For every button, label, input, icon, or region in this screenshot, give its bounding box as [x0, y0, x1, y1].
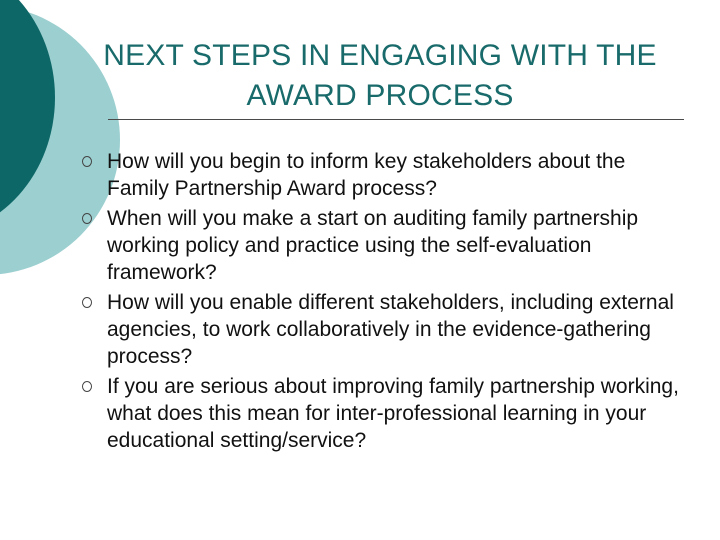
- hollow-circle-bullet-icon: [82, 156, 92, 167]
- slide-title-line-1: NEXT STEPS IN ENGAGING WITH THE: [103, 39, 657, 72]
- hollow-circle-bullet-icon: [82, 213, 92, 224]
- bullet-text: How will you begin to inform key stakeholders about the Family Partnership Award process?: [107, 150, 626, 200]
- title-divider: [108, 119, 684, 120]
- slide-title: [70, 36, 690, 116]
- bullet-item: [80, 205, 685, 286]
- slide-title-line-2: AWARD PROCESS: [246, 79, 514, 112]
- bullet-item: [80, 148, 685, 202]
- bullet-text: If you are serious about improving family partnership working, what does this mean for inter-professional learning in your educational setting/service?: [107, 375, 679, 452]
- bullet-text: When will you make a start on auditing family partnership working policy and practice using the self-evaluation framework?: [107, 207, 639, 284]
- hollow-circle-bullet-icon: [82, 381, 92, 392]
- hollow-circle-bullet-icon: [82, 297, 92, 308]
- bullet-item: [80, 373, 685, 454]
- bullet-list: [80, 148, 685, 457]
- bullet-item: [80, 289, 685, 370]
- bullet-text: How will you enable different stakeholders, including external agencies, to work collaboratively in the evidence-gathering process?: [107, 291, 674, 368]
